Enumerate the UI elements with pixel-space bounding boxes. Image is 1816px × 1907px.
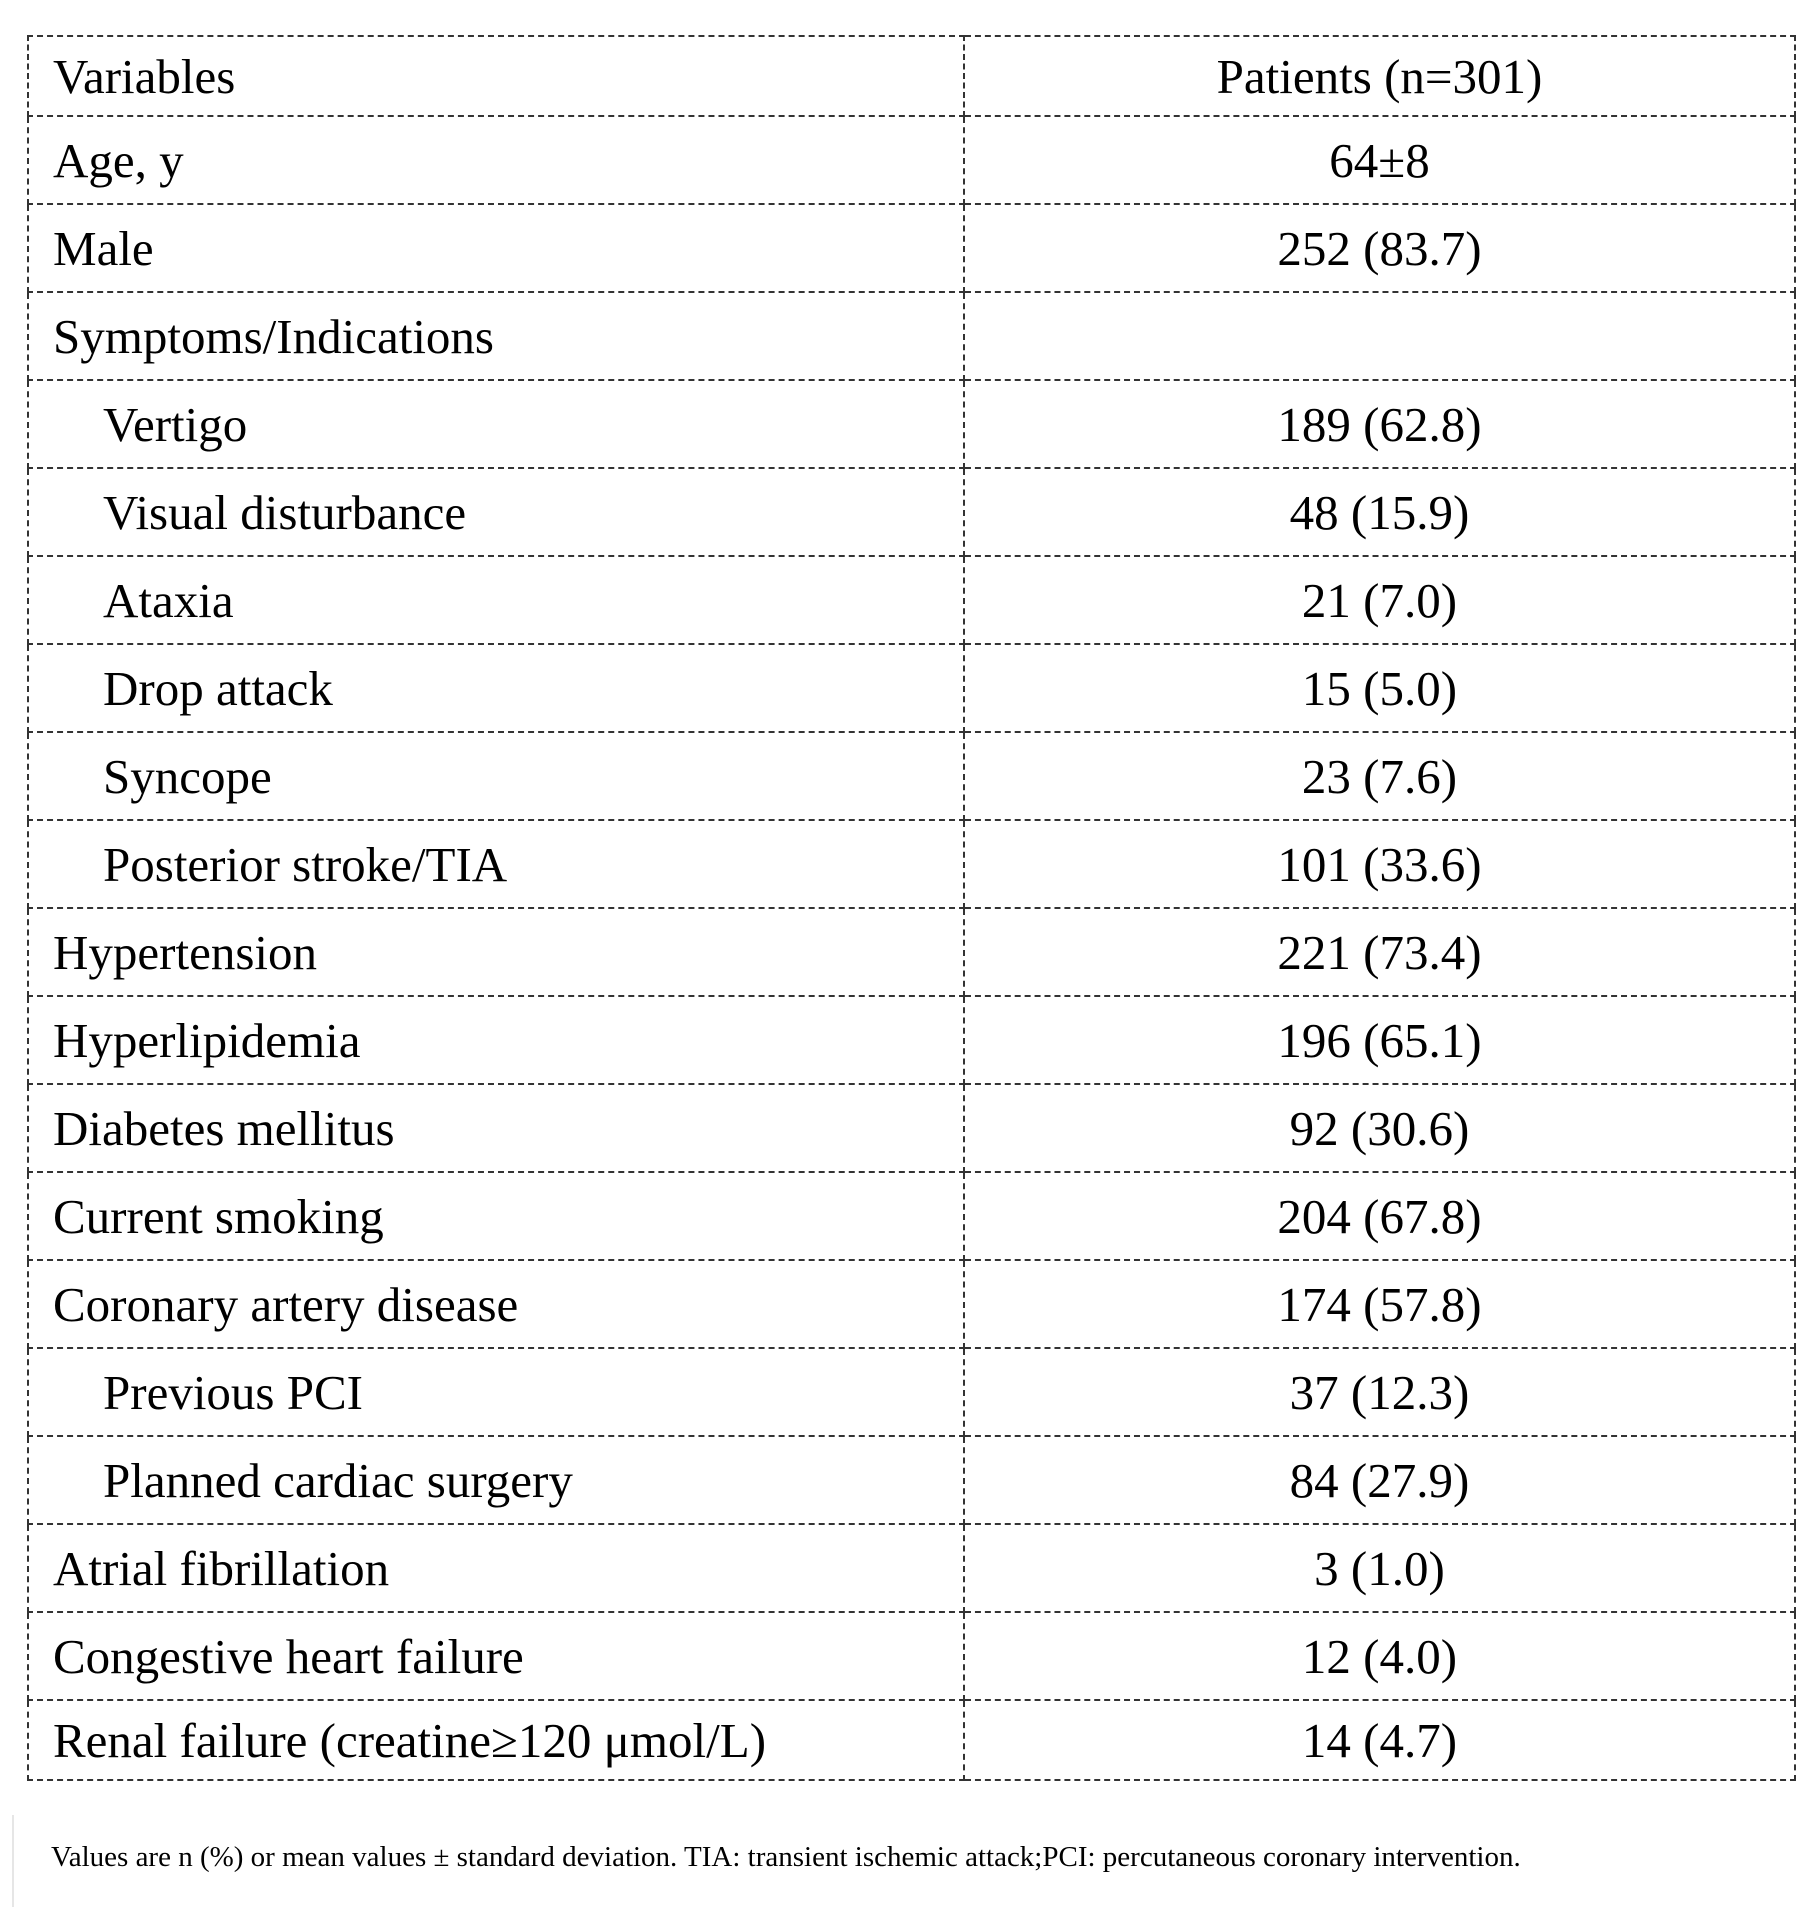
row-value: 252 (83.7): [964, 204, 1795, 292]
row-value: 101 (33.6): [964, 820, 1795, 908]
row-label: Syncope: [28, 732, 964, 820]
table-row: [28, 204, 1795, 292]
table-row: [28, 1700, 1795, 1780]
row-label: Visual disturbance: [28, 468, 964, 556]
row-value: 37 (12.3): [964, 1348, 1795, 1436]
table-row: [28, 556, 1795, 644]
table-row: [28, 1260, 1795, 1348]
table-row: [28, 1436, 1795, 1524]
row-value: 196 (65.1): [964, 996, 1795, 1084]
header-variables: Variables: [28, 36, 964, 116]
row-value: [964, 292, 1795, 380]
table-row: [28, 1172, 1795, 1260]
row-value: 14 (4.7): [964, 1700, 1795, 1780]
table-row: [28, 1612, 1795, 1700]
baseline-characteristics-table: [27, 35, 1796, 1781]
row-label: Drop attack: [28, 644, 964, 732]
row-value: 23 (7.6): [964, 732, 1795, 820]
row-label: Congestive heart failure: [28, 1612, 964, 1700]
row-value: 21 (7.0): [964, 556, 1795, 644]
row-value: 15 (5.0): [964, 644, 1795, 732]
table-row: [28, 732, 1795, 820]
table-row: [28, 116, 1795, 204]
row-label: Symptoms/Indications: [28, 292, 964, 380]
row-label: Current smoking: [28, 1172, 964, 1260]
table-row: [28, 1348, 1795, 1436]
table-row: [28, 468, 1795, 556]
row-label: Hypertension: [28, 908, 964, 996]
table-row: [28, 644, 1795, 732]
table-row: [28, 380, 1795, 468]
baseline-characteristics-table-container: [27, 35, 1792, 1781]
table-footnote: Values are n (%) or mean values ± standard deviation. TIA: transient ischemic attack;PCI: percutaneous coronary intervention.: [51, 1841, 1521, 1873]
header-patients: Patients (n=301): [964, 36, 1795, 116]
row-value: 204 (67.8): [964, 1172, 1795, 1260]
row-label: Atrial fibrillation: [28, 1524, 964, 1612]
row-label: Age, y: [28, 116, 964, 204]
table-body: [28, 36, 1795, 1780]
table-row: [28, 996, 1795, 1084]
row-label: Renal failure (creatine≥120 μmol/L): [28, 1700, 964, 1780]
table-header-row: [28, 36, 1795, 116]
row-label: Ataxia: [28, 556, 964, 644]
row-label: Hyperlipidemia: [28, 996, 964, 1084]
row-value: 3 (1.0): [964, 1524, 1795, 1612]
table-row: [28, 1524, 1795, 1612]
margin-rule: [12, 1815, 14, 1907]
row-value: 12 (4.0): [964, 1612, 1795, 1700]
row-value: 221 (73.4): [964, 908, 1795, 996]
row-label: Posterior stroke/TIA: [28, 820, 964, 908]
row-value: 92 (30.6): [964, 1084, 1795, 1172]
table-row: [28, 820, 1795, 908]
row-label: Vertigo: [28, 380, 964, 468]
row-value: 64±8: [964, 116, 1795, 204]
row-label: Male: [28, 204, 964, 292]
row-value: 189 (62.8): [964, 380, 1795, 468]
table-row: [28, 908, 1795, 996]
table-row: [28, 292, 1795, 380]
row-label: Previous PCI: [28, 1348, 964, 1436]
table-row: [28, 1084, 1795, 1172]
row-label: Coronary artery disease: [28, 1260, 964, 1348]
row-value: 48 (15.9): [964, 468, 1795, 556]
row-label: Diabetes mellitus: [28, 1084, 964, 1172]
row-value: 84 (27.9): [964, 1436, 1795, 1524]
row-value: 174 (57.8): [964, 1260, 1795, 1348]
row-label: Planned cardiac surgery: [28, 1436, 964, 1524]
